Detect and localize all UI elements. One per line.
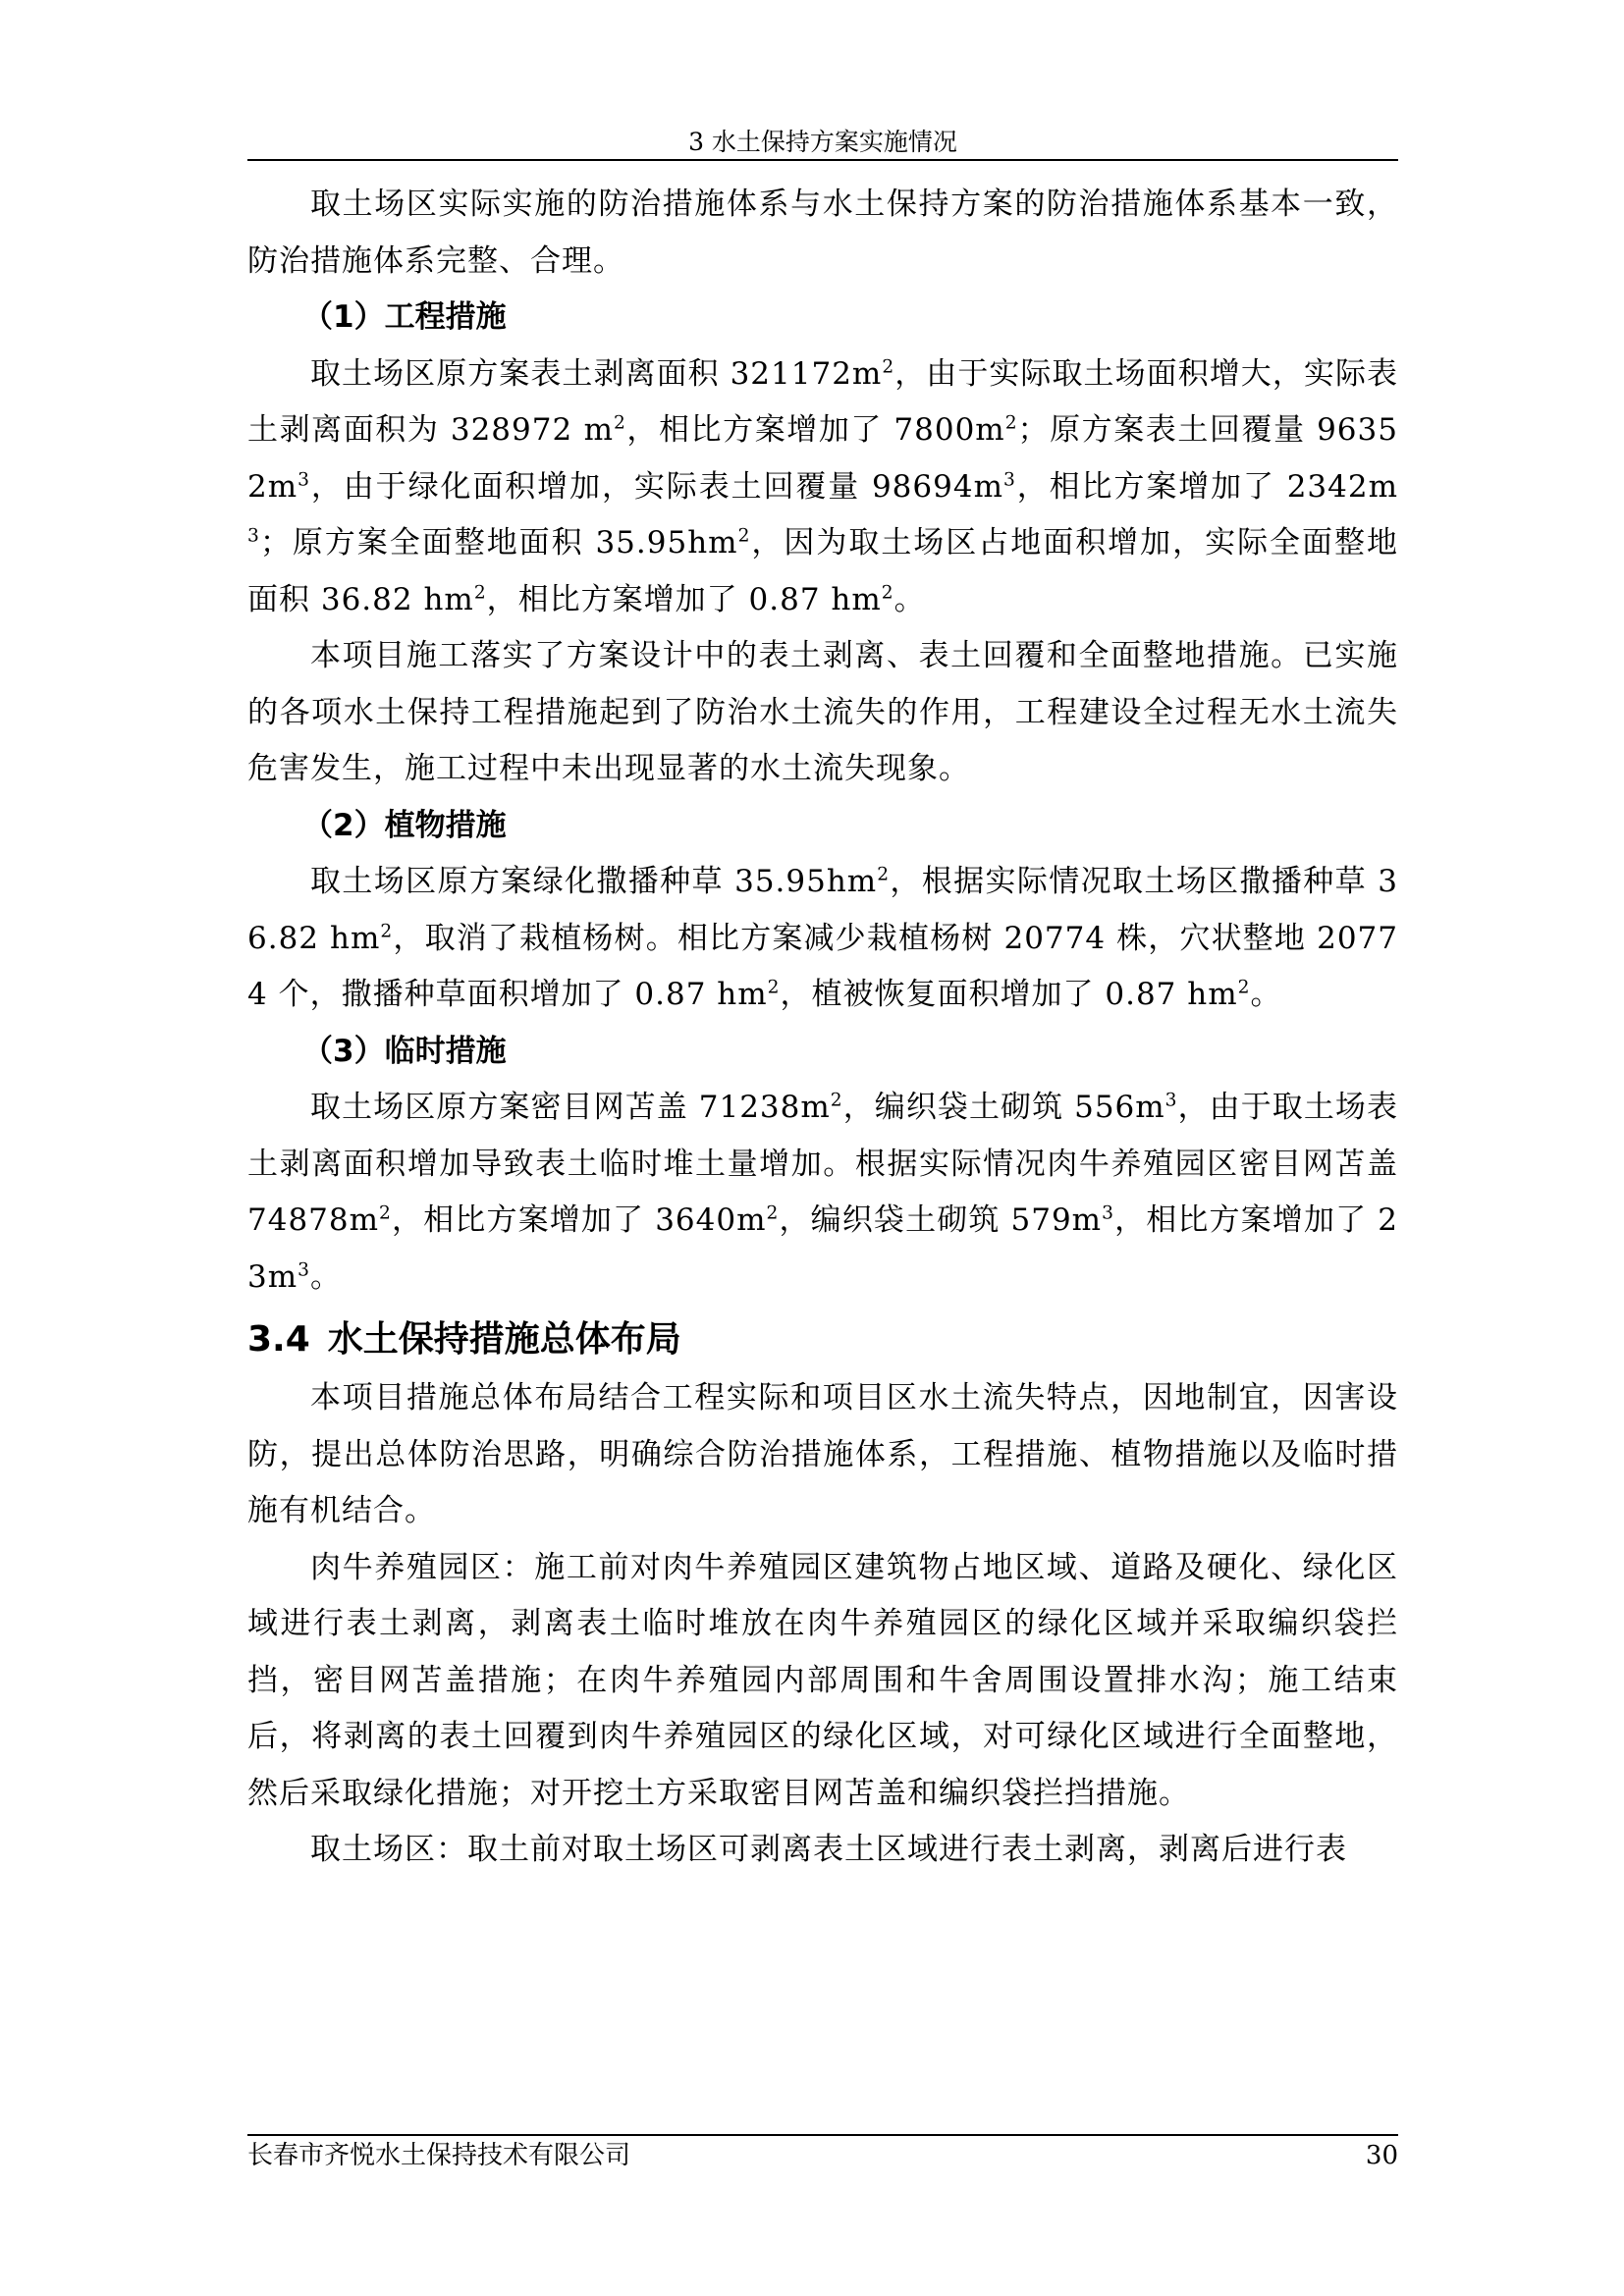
page-body — [247, 177, 1398, 1879]
header-rule — [247, 159, 1398, 161]
subheading-engineering-measures: （1）工程措施 — [302, 299, 507, 335]
section-title: 水土保持措施总体布局 — [327, 1319, 681, 1360]
paragraph-cattle-farm-area: 肉牛养殖园区：施工前对肉牛养殖园区建筑物占地区域、道路及硬化、绿化区域进行表土剥离，剥离表土临时堆放在肉牛养殖园区的绿化区域并采取编织袋拦挡，密目网苫盖措施；在肉牛养殖园内部周围和牛舍周围设置排水沟；施工结束后，将剥离的表土回覆到肉牛养殖园区的绿化区域，对可绿化区域进行全面整地，然后采取绿化措施；对开挖土方采取密目网苫盖和编织袋拦挡措施。 — [247, 1549, 1398, 1811]
page-footer — [247, 2136, 1398, 2175]
page-number: 30 — [1365, 2141, 1398, 2170]
paragraph-system-consistency: 取土场区实际实施的防治措施体系与水土保持方案的防治措施体系基本一致，防治措施体系完整、合理。 — [247, 187, 1398, 279]
footer-company-name: 长春市齐悦水土保持技术有限公司 — [247, 2141, 631, 2170]
paragraph-borrow-area: 取土场区：取土前对取土场区可剥离表土区域进行表土剥离，剥离后进行表 — [310, 1832, 1347, 1867]
paragraph-vegetation-measures: 取土场区原方案绿化撒播种草 $35.95hm^2$，根据实际情况取土场区撒播种草 36.82 $hm^2$，取消了栽植杨树。相比方案减少栽植杨树 20774 株，穴状整地 20774 个，撒播种草面积增加了 0.87 $hm^2$，植被恢复面积增加了 0.87 $hm^2$。 — [247, 864, 1398, 1012]
paragraph-temporary-measures: 取土场区原方案密目网苫盖 $71238m^2$，编织袋土砌筑 $556m^3$，由于取土场表土剥离面积增加导致表土临时堆土量增加。根据实际情况肉牛养殖园区密目网苫盖 $74878m^2$，相比方案增加了 $3640m^2$，编织袋土砌筑 $579m^3$，相比方案增加了 $23m^3$。 — [247, 1090, 1399, 1295]
paragraph-overall-layout: 本项目措施总体布局结合工程实际和项目区水土流失特点，因地制宜，因害设防，提出总体防治思路，明确综合防治措施体系，工程措施、植物措施以及临时措施有机结合。 — [247, 1380, 1398, 1528]
paragraph-engineering-measures: 取土场区原方案表土剥离面积 $321172m^2$，由于实际取土场面积增大，实际表土剥离面积为 328972 $m^2$，相比方案增加了 $7800m^2$；原方案表土回覆量 $96352m^3$，由于绿化面积增加，实际表土回覆量 $98694m^3$，相比方案增加了 $2342m^3$；原方案全面整地面积 $35.95hm^2$，因为取土场区占地面积增加，实际全面整地面积 36.82 $hm^2$，相比方案增加了 0.87 $hm^2$。 — [247, 355, 1399, 617]
running-header: 3 水土保持方案实施情况 — [688, 128, 957, 156]
section-heading-3-4 — [247, 1309, 1398, 1370]
subheading-vegetation-measures: （2）植物措施 — [302, 807, 507, 843]
subheading-temporary-measures: （3）临时措施 — [302, 1033, 507, 1069]
paragraph-engineering-implementation: 本项目施工落实了方案设计中的表土剥离、表土回覆和全面整地措施。已实施的各项水土保持工程措施起到了防治水土流失的作用，工程建设全过程无水土流失危害发生，施工过程中未出现显著的水土流失现象。 — [247, 638, 1398, 786]
section-number: 3.4 — [247, 1319, 310, 1360]
